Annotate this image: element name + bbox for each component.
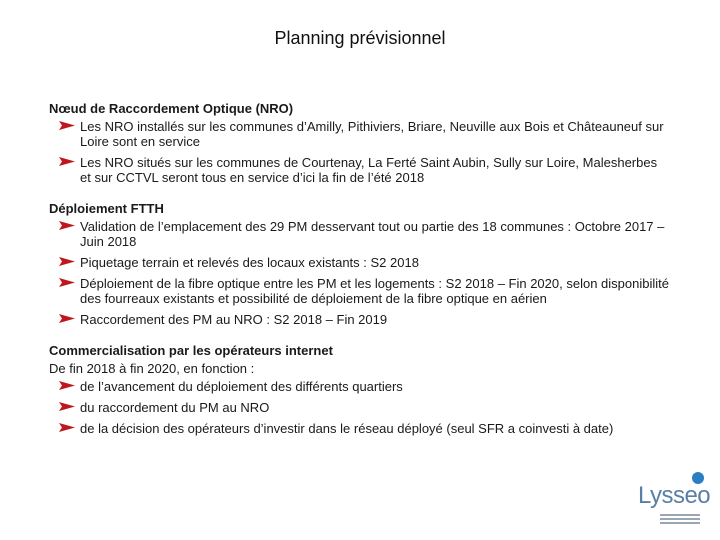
- bullet-text: Les NRO situés sur les communes de Courtenay, La Ferté Saint Aubin, Sully sur Loire, Malesherbes et sur CCTVL seront tous en service d’ici la fin de l’été 2018: [80, 155, 658, 185]
- list-item: [49, 379, 669, 394]
- slide-content: [49, 101, 669, 452]
- list-item: [49, 255, 669, 270]
- section-heading: Nœud de Raccordement Optique (NRO): [49, 101, 294, 116]
- list-item: [49, 119, 669, 149]
- flag-bullet-icon: [59, 314, 75, 323]
- bullet-text: du raccordement du PM au NRO: [80, 400, 270, 415]
- section-ftth: [49, 201, 669, 327]
- logo-tagline-lines: [660, 514, 700, 526]
- slide-title: Planning prévisionnel: [274, 28, 446, 48]
- list-item: [49, 155, 669, 185]
- flag-bullet-icon: [59, 221, 75, 230]
- bullet-list: [49, 379, 669, 436]
- logo-wordmark: Lysseo: [638, 482, 711, 509]
- flag-bullet-icon: [59, 381, 75, 390]
- bullet-list: [49, 119, 669, 185]
- section-heading: Déploiement FTTH: [49, 201, 164, 216]
- flag-bullet-icon: [59, 278, 75, 287]
- flag-bullet-icon: [59, 257, 75, 266]
- bullet-text: Piquetage terrain et relevés des locaux existants : S2 2018: [80, 255, 419, 270]
- bullet-text: Les NRO installés sur les communes d’Amilly, Pithiviers, Briare, Neuville aux Bois et Châteauneuf sur Loire sont en service: [80, 119, 664, 149]
- bullet-text: Raccordement des PM au NRO : S2 2018 – Fin 2019: [80, 312, 388, 327]
- section-heading: Commercialisation par les opérateurs internet: [49, 343, 333, 358]
- bullet-list: [49, 219, 669, 327]
- list-item: [49, 400, 669, 415]
- list-item: [49, 219, 669, 249]
- flag-bullet-icon: [59, 121, 75, 130]
- flag-bullet-icon: [59, 423, 75, 432]
- bullet-text: de la décision des opérateurs d’investir dans le réseau déployé (seul SFR a coinvesti à date): [80, 421, 614, 436]
- lysseo-logo: [638, 470, 711, 530]
- list-item: [49, 312, 669, 327]
- flag-bullet-icon: [59, 402, 75, 411]
- section-nro: [49, 101, 669, 185]
- section-intro: De fin 2018 à fin 2020, en fonction :: [49, 361, 255, 376]
- bullet-text: Déploiement de la fibre optique entre les PM et les logements : S2 2018 – Fin 2020, selon disponibilité des fourreaux existants et possibilité de déploiement de la fibre optique en aérien: [80, 276, 669, 306]
- bullet-text: Validation de l’emplacement des 29 PM desservant tout ou partie des 18 communes : Octobre 2017 – Juin 2018: [80, 219, 665, 249]
- section-commercialisation: [49, 343, 669, 436]
- bullet-text: de l’avancement du déploiement des différents quartiers: [80, 379, 403, 394]
- list-item: [49, 421, 669, 436]
- list-item: [49, 276, 669, 306]
- flag-bullet-icon: [59, 157, 75, 166]
